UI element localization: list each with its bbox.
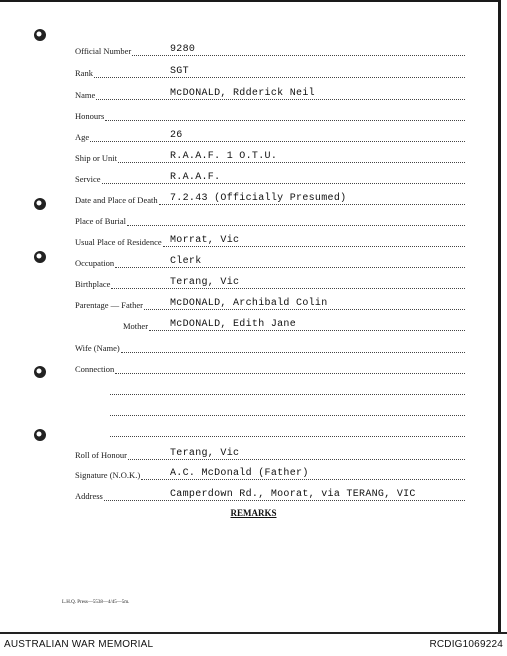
field-label: Service: [75, 174, 101, 184]
field-label: Birthplace: [75, 279, 111, 289]
punch-hole-icon: [33, 28, 47, 42]
archive-footer: [0, 632, 507, 656]
dotted-line: [94, 76, 465, 78]
form-field-row: [75, 423, 465, 439]
form-field-row: [75, 381, 465, 397]
form-field-row: [75, 42, 465, 58]
form-field-row: [75, 487, 465, 503]
form-field-row: [75, 275, 465, 291]
field-label: Roll of Honour: [75, 450, 127, 460]
dotted-line: [127, 224, 465, 226]
form-field-row: [75, 339, 465, 355]
field-value: SGT: [170, 66, 189, 77]
field-value: 26: [170, 130, 183, 141]
dotted-line: [110, 435, 465, 437]
form-field-row: [75, 64, 465, 80]
form-field-row: [75, 446, 465, 462]
dotted-line: [110, 414, 465, 416]
form-field-row: [75, 212, 465, 228]
form-field-row: [75, 86, 465, 102]
dotted-line: [111, 287, 465, 289]
field-label: Rank: [75, 68, 93, 78]
field-value: McDONALD, Archibald Colin: [170, 298, 328, 309]
field-value: R.A.A.F. 1 O.T.U.: [170, 151, 278, 162]
form-field-row: [75, 360, 465, 376]
punch-hole-icon: [33, 197, 47, 211]
form-right-border: [498, 0, 501, 632]
printer-imprint: L.H.Q. Press—5538—4/45—5m.: [62, 600, 130, 605]
field-value: Morrat, Vic: [170, 235, 240, 246]
field-label: Wife (Name): [75, 343, 120, 353]
field-value: Camperdown Rd., Moorat, via TERANG, VIC: [170, 489, 416, 500]
field-label: Name: [75, 90, 96, 100]
punch-hole-icon: [33, 365, 47, 379]
dotted-line: [90, 140, 465, 142]
field-value: 7.2.43 (Officially Presumed): [170, 193, 347, 204]
record-id: RCDIG1069224: [429, 639, 503, 650]
field-label: Usual Place of Residence: [75, 237, 162, 247]
form-field-row: [75, 149, 465, 165]
field-label: Occupation: [75, 258, 115, 268]
form-field-row: [75, 191, 465, 207]
dotted-line: [115, 266, 465, 268]
field-label: Address: [75, 491, 103, 501]
field-label: Official Number: [75, 46, 132, 56]
form-field-row: [75, 233, 465, 249]
form-field-row: [75, 402, 465, 418]
form-field-row: [75, 317, 465, 333]
field-value: A.C. McDonald (Father): [170, 468, 309, 479]
form-top-border: [0, 0, 501, 2]
dotted-line: [102, 182, 465, 184]
field-label: Mother: [123, 321, 149, 331]
punch-hole-icon: [33, 428, 47, 442]
form-field-row: [75, 466, 465, 482]
remarks-heading: REMARKS: [230, 508, 277, 518]
field-value: McDONALD, Edith Jane: [170, 319, 297, 330]
field-value: 9280: [170, 44, 196, 55]
punch-hole-icon: [33, 250, 47, 264]
form-field-row: [75, 170, 465, 186]
form-field-row: [75, 296, 465, 312]
field-label: Date and Place of Death: [75, 195, 158, 205]
field-value: R.A.A.F.: [170, 172, 221, 183]
field-label: Connection: [75, 364, 115, 374]
field-label: Parentage — Father: [75, 300, 143, 310]
field-label: Ship or Unit: [75, 153, 118, 163]
archive-name: AUSTRALIAN WAR MEMORIAL: [4, 639, 154, 650]
field-label: Place of Burial: [75, 216, 126, 226]
form-field-row: [75, 254, 465, 270]
dotted-line: [105, 119, 465, 121]
field-value: Terang, Vic: [170, 448, 240, 459]
form-field-row: [75, 107, 465, 123]
field-value: Terang, Vic: [170, 277, 240, 288]
form-field-row: [75, 128, 465, 144]
field-label: Honours: [75, 111, 105, 121]
field-value: McDONALD, Rdderick Neil: [170, 88, 315, 99]
field-label: Signature (N.O.K.): [75, 470, 141, 480]
field-value: Clerk: [170, 256, 202, 267]
dotted-line: [121, 351, 465, 353]
field-label: Age: [75, 132, 90, 142]
dotted-line: [115, 372, 465, 374]
dotted-line: [110, 393, 465, 395]
